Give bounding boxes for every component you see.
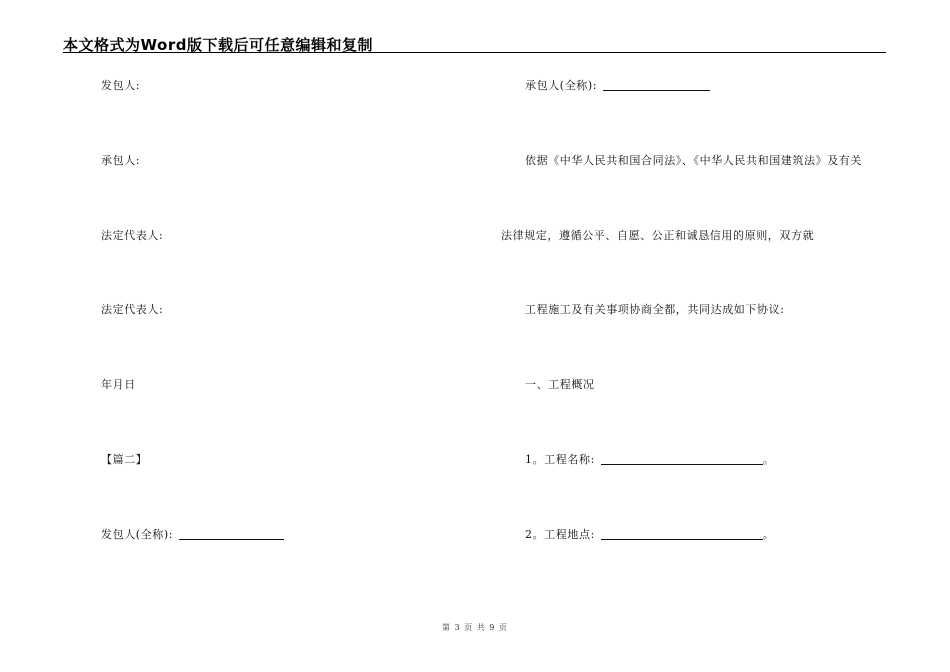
project-location-label: 2。工程地点: <box>525 528 595 541</box>
page-number: 第 3 页 共 9 页 <box>442 623 508 632</box>
section-heading-project-overview: 一、工程概况 <box>525 378 595 391</box>
project-name-label: 1。工程名称: <box>525 453 595 466</box>
header-divider <box>63 52 886 53</box>
date-label: 年月日 <box>101 378 136 391</box>
legal-representative-label-1: 法定代表人: <box>101 229 164 242</box>
section-heading-part-two: 【篇二】 <box>101 453 148 466</box>
contractor-fullname-label: 承包人(全称): <box>525 79 598 92</box>
employer-fullname-line <box>101 528 284 542</box>
employer-fullname-label: 发包人(全称): <box>101 528 174 541</box>
employer-fullname-blank <box>179 528 284 540</box>
project-location-blank <box>601 528 763 540</box>
employer-label: 发包人: <box>101 79 141 92</box>
document-header-title: 本文格式为Word版下载后可任意编辑和复制 <box>63 36 373 54</box>
basis-paragraph-line-2: 法律规定，遵循公平、自愿、公正和诚恳信用的原则，双方就 <box>501 229 815 242</box>
legal-representative-label-2: 法定代表人: <box>101 303 164 316</box>
project-location-line <box>525 528 775 542</box>
contractor-fullname-line <box>525 79 710 93</box>
contractor-label: 承包人: <box>101 154 141 167</box>
project-name-line <box>525 453 775 467</box>
basis-paragraph-line-1: 依据《中华人民共和国合同法》、《中华人民共和国建筑法》及有关 <box>525 154 862 167</box>
contractor-fullname-blank <box>603 79 710 91</box>
project-name-blank <box>601 453 763 465</box>
project-name-end: 。 <box>762 453 775 466</box>
basis-paragraph-line-3: 工程施工及有关事项协商全都，共同达成如下协议: <box>525 303 785 316</box>
project-location-end: 。 <box>762 528 775 541</box>
